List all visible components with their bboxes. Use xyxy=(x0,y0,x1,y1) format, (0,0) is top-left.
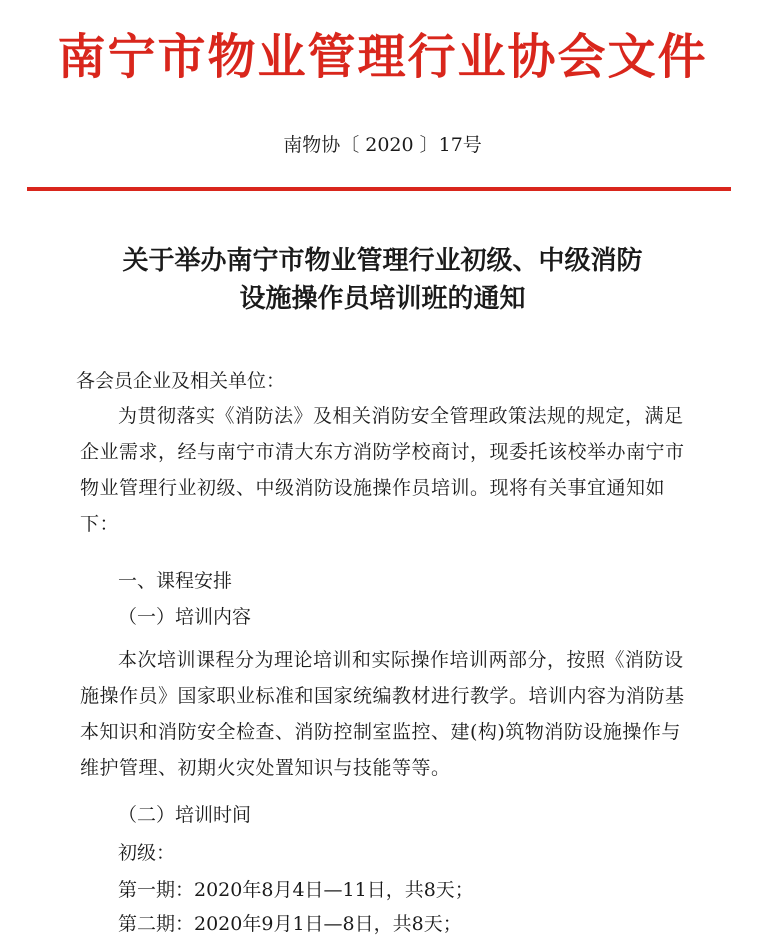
level-label: 初级： xyxy=(118,842,176,864)
notice-title-line-2: 设施操作员培训班的通知 xyxy=(239,284,526,314)
intro-paragraph: 为贯彻落实《消防法》及相关消防安全管理政策法规的规定，满足企业需求，经与南宁市清大东方消防学校商讨，现委托该校举办南宁市物业管理行业初级、中级消防设施操作员培训。现将有关事宜通知如下： xyxy=(80,405,685,535)
section-1-heading: 一、课程安排 xyxy=(118,570,233,592)
document-number: 南物协〔 2020 〕17号 xyxy=(283,134,482,156)
training-content-paragraph: 本次培训课程分为理论培训和实际操作培训两部分，按照《消防设施操作员》国家职业标准和国家统编教材进行教学。培训内容为消防基本知识和消防安全检查、消防控制室监控、建(构)筑物消防设施操作与维护管理、初期火灾处置知识与技能等等。 xyxy=(80,649,685,779)
subsection-2-heading: （二）培训时间 xyxy=(118,804,252,826)
period-2: 第二期：2020年9月1日—8日，共8天； xyxy=(118,913,462,935)
subsection-1-heading: （一）培训内容 xyxy=(118,606,252,628)
notice-title-line-1: 关于举办南宁市物业管理行业初级、中级消防 xyxy=(122,246,643,276)
period-1: 第一期：2020年8月4日—11日，共8天； xyxy=(118,879,474,901)
notice-title xyxy=(40,242,725,318)
org-header-title: 南宁市物业管理行业协会文件 xyxy=(57,29,708,85)
header-divider xyxy=(27,187,731,191)
salutation: 各会员企业及相关单位： xyxy=(76,370,286,392)
